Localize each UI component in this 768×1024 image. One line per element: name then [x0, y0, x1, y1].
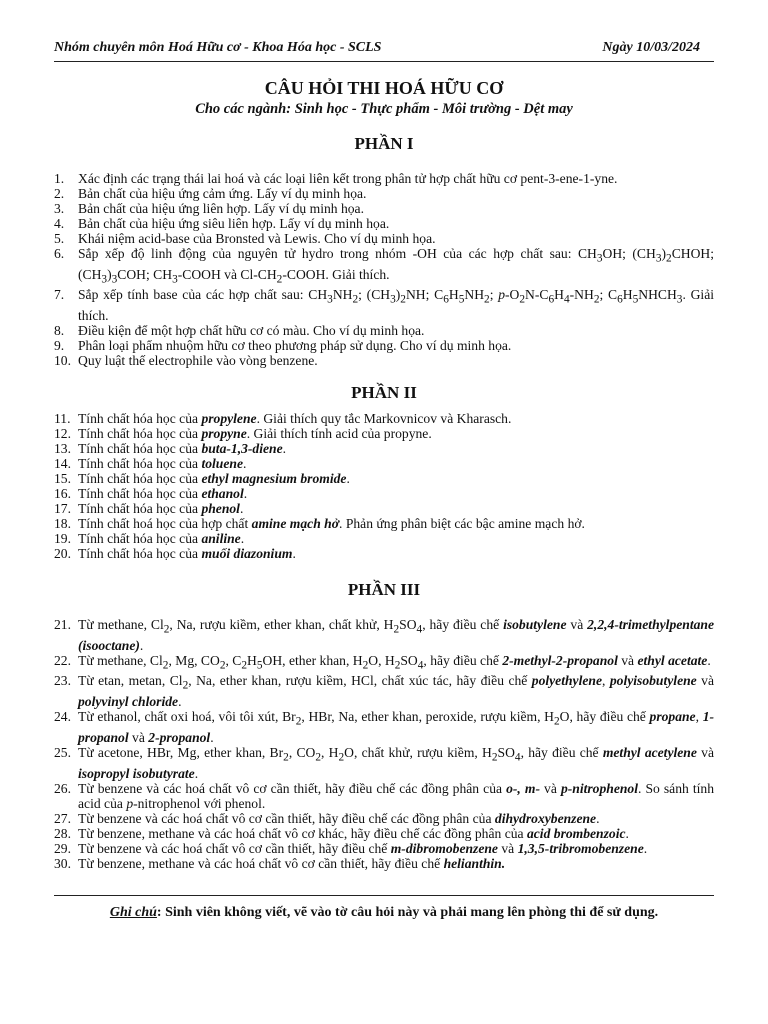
question-number: 2.	[54, 186, 65, 201]
question-text: Điều kiện để một hợp chất hữu cơ có màu. Cho ví dụ minh họa.	[78, 323, 425, 339]
question-list-1	[54, 171, 714, 368]
question-item	[54, 516, 714, 531]
question-number: 12.	[54, 426, 71, 441]
question-item	[54, 856, 714, 871]
question-number: 9.	[54, 338, 65, 354]
question-number: 22.	[54, 652, 71, 668]
question-number: 13.	[54, 441, 71, 456]
question-text: Tính chất hóa học của propylene. Giải thích quy tắc Markovnicov và Kharasch.	[78, 411, 512, 426]
question-item	[54, 811, 714, 826]
page-subtitle: Cho các ngành: Sinh học - Thực phẩm - Môi trường - Dệt may	[195, 101, 573, 117]
question-item	[54, 546, 714, 561]
question-text: Từ methane, $Cl_2$, Mg, $CO_2$, $C_2H_5OH$, ether khan, $H_2O$, $H_2SO_4$, hãy điều chế 2-methyl-2-propanol và ethyl acetate.	[78, 652, 711, 672]
question-number: 7.	[54, 287, 65, 303]
question-text: Từ acetone, HBr, Mg, ether khan, $Br_2$, $CO_2$, $H_2O$, chất khử, rượu kiềm, $H_2SO_4$, hãy điều chế methyl acetylene và isopropyl isobutyrate.	[78, 744, 714, 781]
header-date: Ngày 10/03/2024	[602, 40, 700, 55]
question-text: Phân loại phẩm nhuộm hữu cơ theo phương pháp sử dụng. Cho ví dụ minh họa.	[78, 338, 512, 354]
question-text: Tính chất hóa học của ethyl magnesium bromide.	[78, 471, 350, 486]
footer-note	[0, 905, 768, 921]
question-number: 18.	[54, 516, 71, 531]
question-text: Tính chất hoá học của hợp chất amine mạch hở. Phản ứng phân biệt các bậc amine mạch hở.	[78, 516, 585, 531]
question-item	[54, 673, 714, 709]
question-text: Xác định các trạng thái lai hoá và các loại liên kết trong phân tử hợp chất hữu cơ pent-3-ene-1-yne.	[78, 171, 618, 186]
footer-divider	[54, 895, 714, 896]
question-text: Từ methane, $Cl_2$, Na, rượu kiềm, ether khan, chất khử, $H_2SO_4$, hãy điều chế isobutylene và 2,2,4-trimethylpentane (isooctane).	[78, 617, 714, 653]
question-text: Từ etan, metan, $Cl_2$, Na, ether khan, rượu kiềm, HCl, chất xúc tác, hãy điều chế polyethylene, polyisobutylene và polyvinyl chloride.	[78, 673, 714, 710]
question-text: Tính chất hóa học của propyne. Giải thích tính acid của propyne.	[78, 426, 432, 441]
question-text: Bản chất của hiệu ứng siêu liên hợp. Lấy ví dụ minh họa.	[78, 216, 390, 231]
question-item	[54, 501, 714, 516]
question-number: 26.	[54, 780, 71, 796]
question-item	[54, 456, 714, 471]
question-item	[54, 471, 714, 486]
question-number: 28.	[54, 825, 71, 841]
question-item	[54, 287, 714, 323]
question-number: 3.	[54, 201, 65, 216]
question-item	[54, 486, 714, 501]
question-text: Từ benzene, methane và các hoá chất vô cơ khác, hãy điều chế các đồng phân của acid brombenzoic.	[78, 825, 629, 841]
question-text: Từ benzene và các hoá chất vô cơ cần thiết, hãy điều chế các đồng phân của o-, m- và p-nitrophenol. So sánh tính acid của p-nitrophenol với phenol.	[78, 780, 714, 811]
question-item	[54, 781, 714, 811]
section-heading-2: PHẦN II	[351, 383, 417, 402]
question-text: Tính chất hóa học của muối diazonium.	[78, 546, 296, 561]
question-number: 17.	[54, 501, 71, 516]
question-item	[54, 441, 714, 456]
header-divider	[54, 61, 714, 62]
question-number: 24.	[54, 709, 71, 725]
question-item	[54, 246, 714, 287]
question-list-2	[54, 411, 714, 561]
question-item	[54, 745, 714, 781]
question-text: Từ benzene và các hoá chất vô cơ cần thiết, hãy điều chế m-dibromobenzene và 1,3,5-tribromobenzene.	[78, 840, 648, 856]
question-number: 14.	[54, 456, 71, 471]
question-text: Bản chất của hiệu ứng cảm ứng. Lấy ví dụ minh họa.	[78, 186, 367, 201]
question-text: Sắp xếp độ linh động của nguyên tử hydro trong nhóm -OH của các hợp chất sau: $CH_3OH$; $(CH_3)_2CHOH$; $(CH_3)_3COH$; $CH_3$-COOH và $Cl-CH_2$-COOH. Giải thích.	[78, 246, 714, 286]
note-label: Ghi chú	[109, 905, 157, 920]
question-text: Tính chất hóa học của toluene.	[78, 456, 247, 471]
question-list-3	[54, 617, 714, 871]
question-number: 20.	[54, 546, 71, 561]
question-number: 29.	[54, 840, 71, 856]
question-item	[54, 617, 714, 653]
question-item	[54, 353, 714, 368]
question-number: 16.	[54, 486, 71, 501]
question-number: 10.	[54, 353, 71, 369]
question-text: Tính chất hóa học của ethanol.	[78, 486, 248, 501]
question-number: 8.	[54, 323, 65, 339]
question-number: 15.	[54, 471, 71, 486]
section-heading-1: PHẦN I	[354, 134, 414, 153]
question-item	[54, 709, 714, 745]
question-text: Bản chất của hiệu ứng liên hợp. Lấy ví dụ minh họa.	[78, 201, 364, 216]
question-item	[54, 653, 714, 674]
header-department: Nhóm chuyên môn Hoá Hữu cơ - Khoa Hóa học - SCLS	[54, 40, 382, 55]
question-number: 25.	[54, 744, 71, 760]
question-item	[54, 323, 714, 338]
question-number: 1.	[54, 171, 65, 186]
question-item	[54, 231, 714, 246]
question-item	[54, 531, 714, 546]
note-text: : Sinh viên không viết, vẽ vào tờ câu hỏi này và phải mang lên phòng thi để sử dụng.	[156, 905, 659, 920]
question-item	[54, 201, 714, 216]
question-text: Từ benzene và các hoá chất vô cơ cần thiết, hãy điều chế các đồng phân của dihydroxybenzene.	[78, 810, 600, 826]
question-item	[54, 216, 714, 231]
question-text: Tính chất hóa học của aniline.	[78, 531, 245, 546]
question-number: 19.	[54, 531, 71, 546]
question-text: Sắp xếp tính base của các hợp chất sau: $CH_3NH_2$; $(CH_3)_2NH$; $C_6H_5NH_2$; $p-O_2N-C_6H_4-NH_2$; $C_6H_5NHCH_3$. Giải thích.	[78, 287, 714, 324]
section-heading-3: PHẦN III	[347, 580, 421, 599]
question-text: Tính chất hóa học của phenol.	[78, 501, 244, 516]
page-title: CÂU HỎI THI HOÁ HỮU CƠ	[264, 78, 504, 98]
question-number: 5.	[54, 231, 65, 246]
question-number: 21.	[54, 617, 71, 632]
question-item	[54, 186, 714, 201]
question-number: 27.	[54, 810, 71, 826]
question-text: Từ ethanol, chất oxi hoá, vôi tôi xút, $Br_2$, HBr, Na, ether khan, peroxide, rượu kiềm, $H_2O$, hãy điều chế propane, 1-propanol và 2-propanol.	[78, 709, 715, 745]
question-text: Khái niệm acid-base của Bronsted và Lewis. Cho ví dụ minh họa.	[78, 231, 436, 246]
question-number: 4.	[54, 216, 65, 231]
question-text: Tính chất hóa học của buta-1,3-diene.	[78, 441, 287, 456]
question-item	[54, 826, 714, 841]
question-text: Từ benzene, methane và các hoá chất vô cơ cần thiết, hãy điều chế helianthin.	[78, 855, 506, 871]
question-number: 23.	[54, 673, 71, 689]
question-text: Quy luật thế electrophile vào vòng benzene.	[78, 353, 318, 369]
question-number: 30.	[54, 855, 71, 871]
question-number: 11.	[54, 411, 71, 426]
question-item	[54, 841, 714, 856]
question-item	[54, 171, 714, 186]
question-item	[54, 338, 714, 353]
question-item	[54, 411, 714, 426]
question-number: 6.	[54, 246, 65, 261]
question-item	[54, 426, 714, 441]
